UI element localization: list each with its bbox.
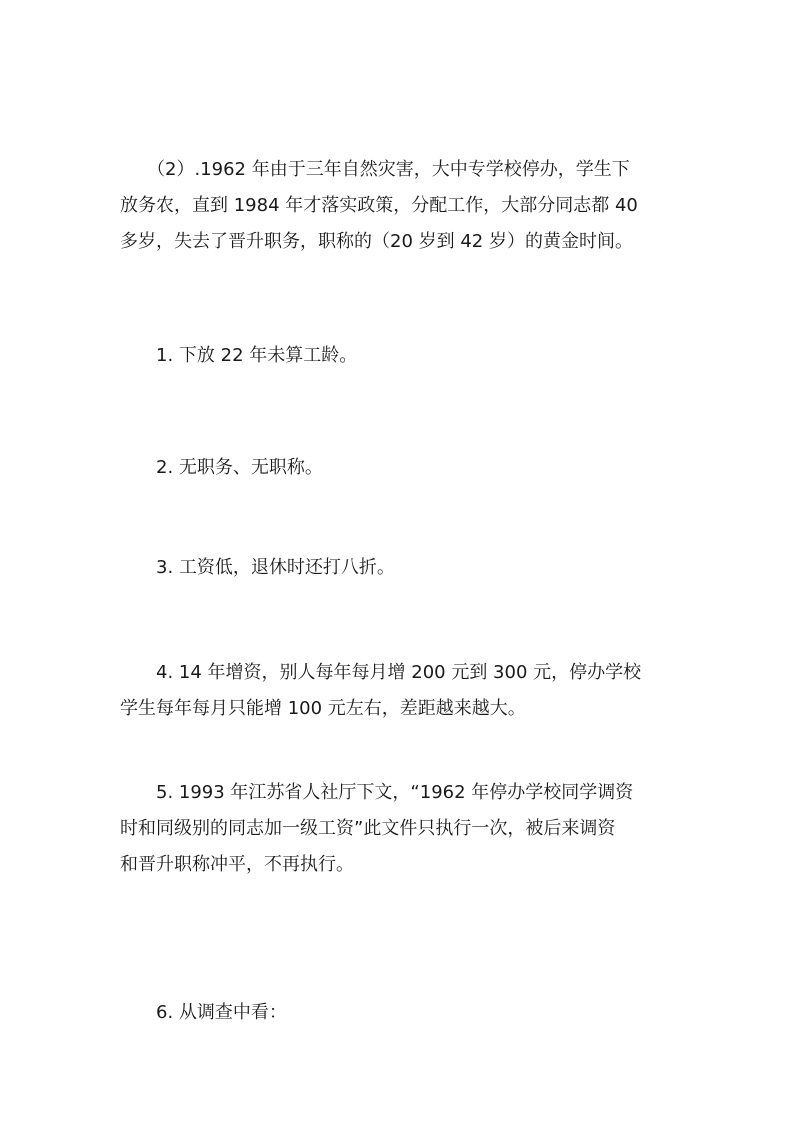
paragraph-background: [120, 152, 680, 260]
paragraph-line: 3. 工资低，退休时还打八折。: [120, 557, 395, 578]
list-item-6: [120, 995, 680, 1031]
list-item-5: [120, 775, 680, 883]
paragraph-line: （2）.1962 年由于三年自然灾害，大中专学校停办，学生下: [120, 159, 630, 180]
paragraph-line: 2. 无职务、无职称。: [120, 457, 323, 478]
paragraph-line: 4. 14 年增资，别人每年每月增 200 元到 300 元，停办学校: [120, 662, 642, 683]
list-item-2: [120, 450, 680, 486]
paragraph-line: 多岁，失去了晋升职务，职称的（20 岁到 42 岁）的黄金时间。: [120, 231, 633, 252]
list-item-4: [120, 655, 680, 727]
paragraph-line: 学生每年每月只能增 100 元左右，差距越来越大。: [120, 698, 526, 719]
paragraph-line: 时和同级别的同志加一级工资”此文件只执行一次，被后来调资: [120, 818, 616, 839]
paragraph-line: 1. 下放 22 年未算工龄。: [120, 345, 358, 366]
paragraph-line: 和晋升职称冲平，不再执行。: [120, 854, 354, 875]
paragraph-line: 6. 从调查中看：: [120, 1002, 287, 1023]
paragraph-line: 放务农，直到 1984 年才落实政策，分配工作，大部分同志都 40: [120, 195, 638, 216]
list-item-3: [120, 550, 680, 586]
list-item-1: [120, 338, 680, 374]
paragraph-line: 5. 1993 年江苏省人社厅下文，“1962 年停办学校同学调资: [120, 782, 634, 803]
